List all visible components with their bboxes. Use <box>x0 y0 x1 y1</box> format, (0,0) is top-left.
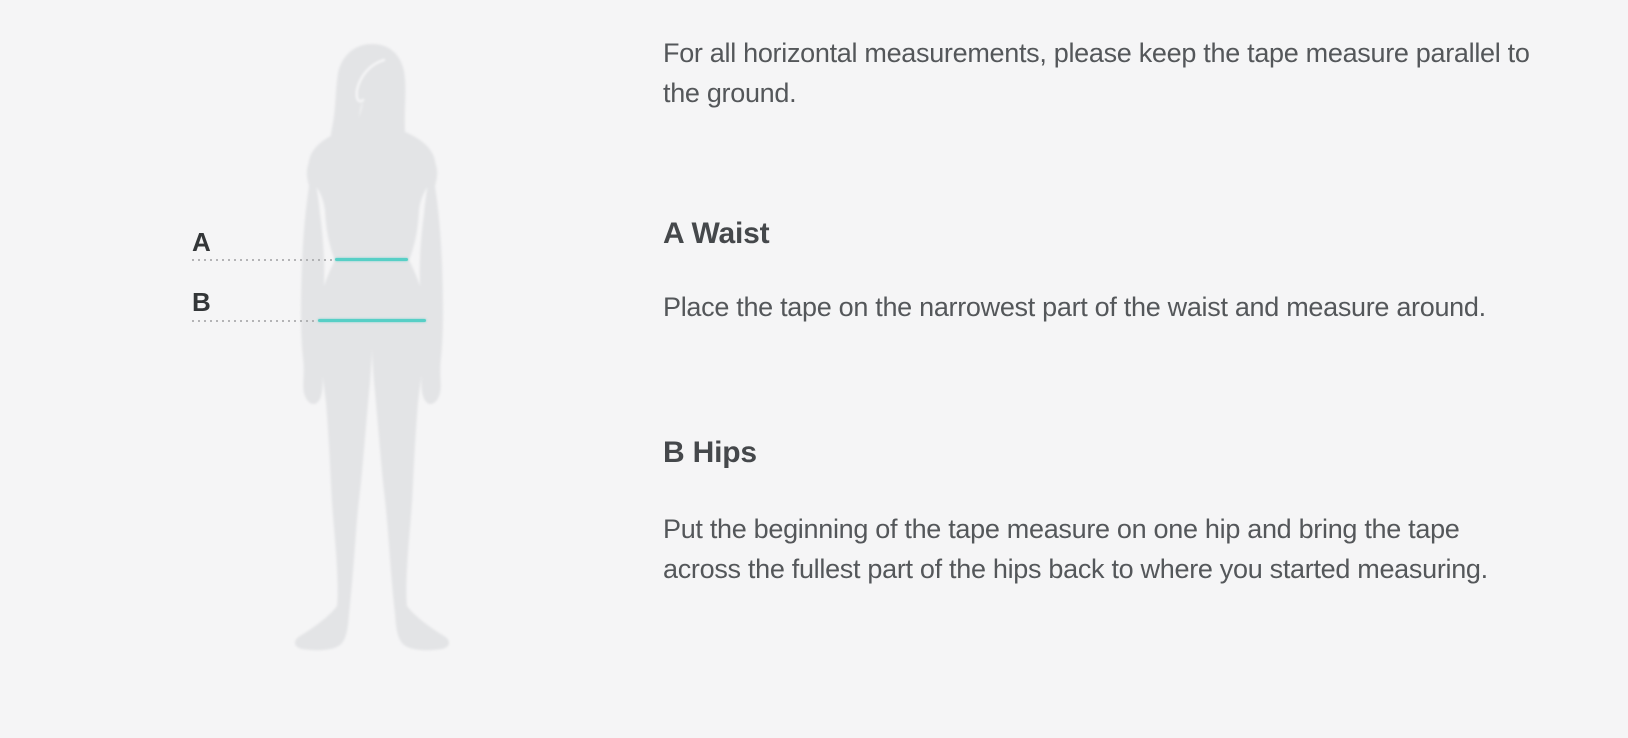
marker-a-label: A <box>192 227 212 257</box>
marker-a-dotted-guide <box>192 259 335 261</box>
body-silhouette-illustration <box>270 40 474 660</box>
waist-section-body: Place the tape on the narrowest part of the waist and measure around. <box>663 292 1486 322</box>
marker-b-label: B <box>192 287 212 317</box>
measurement-diagram <box>270 40 474 660</box>
marker-b-dotted-guide <box>192 320 318 322</box>
marker-a-waist-line <box>335 258 408 261</box>
intro-text: For all horizontal measurements, please keep the tape measure parallel to the ground. <box>663 38 1530 108</box>
waist-section-heading: A Waist <box>663 217 770 250</box>
hips-section-body: Put the beginning of the tape measure on one hip and bring the tape across the fullest part of the hips back to where you started measuring. <box>663 514 1488 584</box>
marker-b-hips-line <box>318 319 426 322</box>
hips-section-heading: B Hips <box>663 436 757 469</box>
measurement-instructions <box>663 0 1613 589</box>
silhouette-right-arm <box>420 160 443 404</box>
silhouette-left-arm <box>301 160 324 404</box>
